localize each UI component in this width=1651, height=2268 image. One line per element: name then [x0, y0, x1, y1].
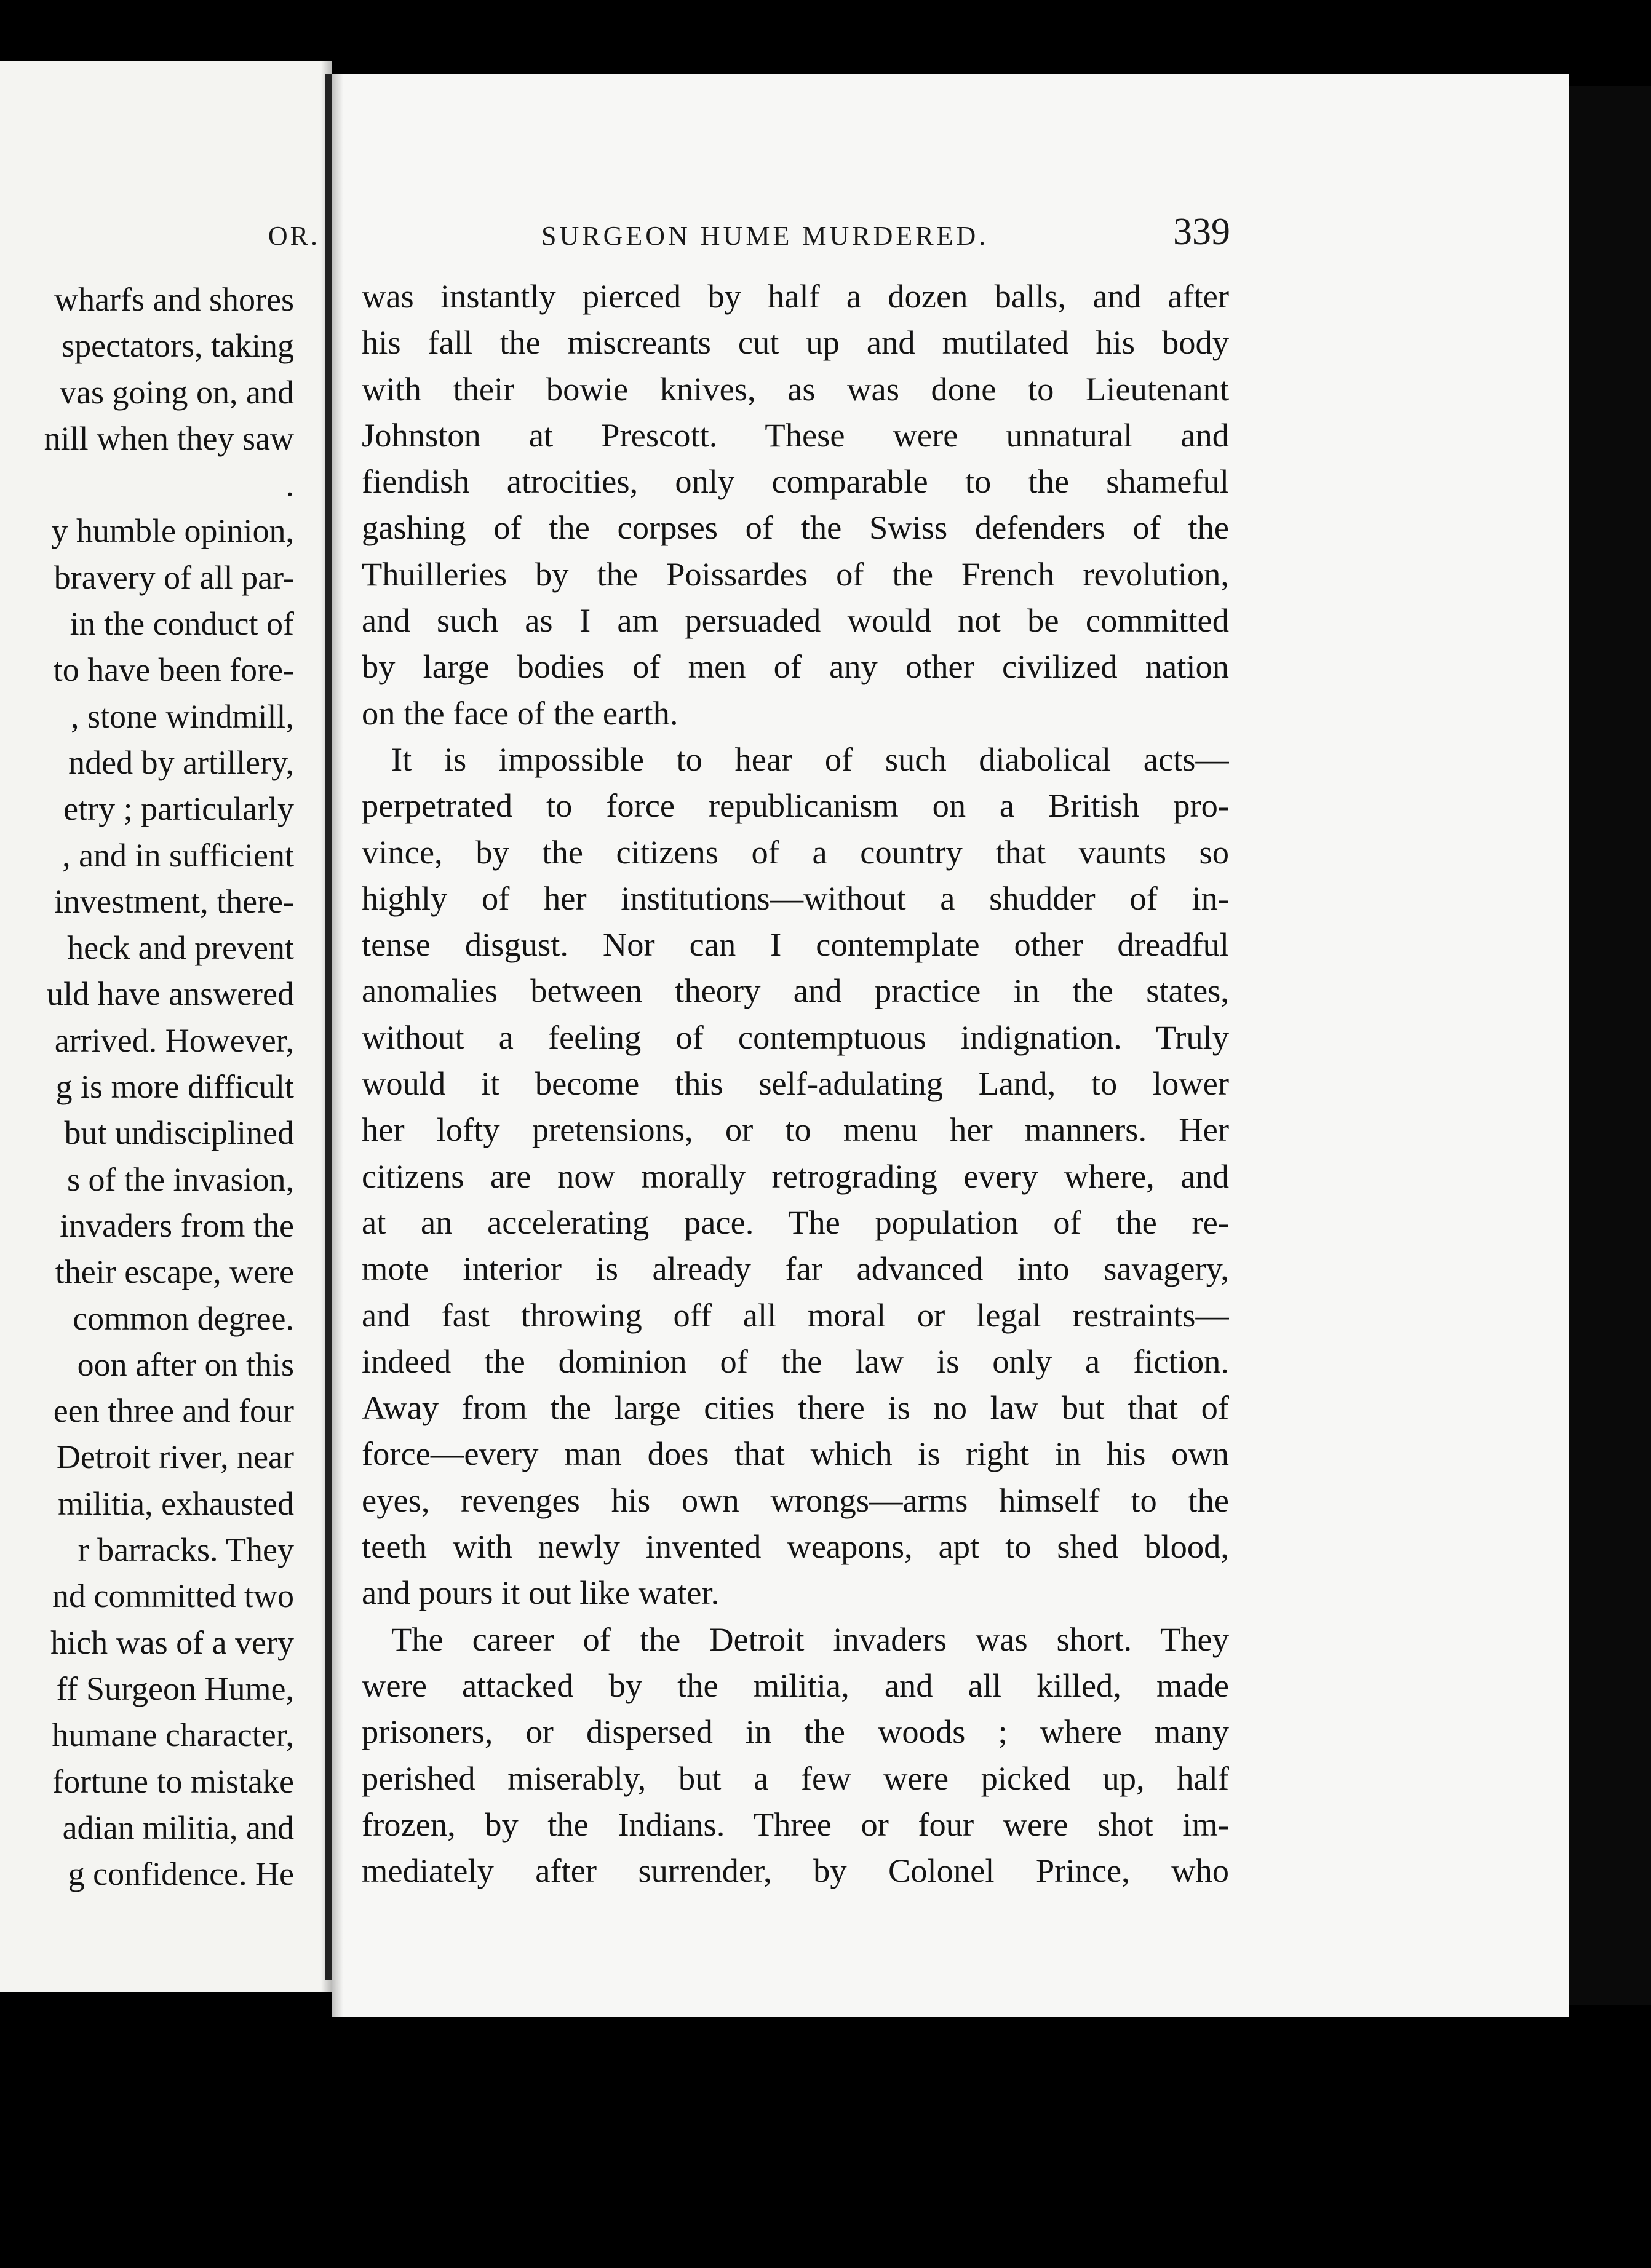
text-line: , stone windmill,	[71, 697, 294, 735]
text-line: mote interior is already far advanced into savagery,	[362, 1250, 1229, 1288]
text-line: Johnston at Prescott. These were unnatural and	[362, 416, 1229, 454]
text-line: r barracks. They	[78, 1531, 294, 1569]
text-line: their escape, were	[55, 1253, 294, 1291]
text-line: was instantly pierced by half a dozen balls, and after	[362, 277, 1229, 315]
left-running-head: OR.	[268, 221, 320, 251]
text-line: citizens are now morally retrograding every where, and	[362, 1157, 1229, 1195]
text-line: uld have answered	[47, 975, 294, 1013]
text-line: .	[285, 466, 294, 504]
text-line: oon after on this	[77, 1346, 294, 1383]
text-line: een three and four	[53, 1392, 294, 1430]
text-line: arrived. However,	[54, 1021, 294, 1059]
text-line: force—every man does that which is right in his own	[362, 1435, 1229, 1473]
text-line: g is more difficult	[55, 1068, 294, 1106]
text-line: The career of the Detroit invaders was short. They	[391, 1620, 1229, 1658]
text-line: perpetrated to force republicanism on a British pro-	[362, 787, 1229, 825]
scan-border-right	[1569, 86, 1651, 2005]
text-line: vince, by the citizens of a country that vaunts so	[362, 833, 1229, 871]
page-339	[332, 74, 1569, 2017]
text-line: etry ; particularly	[63, 790, 294, 828]
text-line: to have been fore-	[53, 651, 294, 689]
text-line: bravery of all par-	[54, 558, 294, 596]
text-line: without a feeling of contemptuous indignation. Truly	[362, 1018, 1229, 1056]
text-line: g confidence. He	[68, 1855, 294, 1893]
text-line: at an accelerating pace. The population of the re-	[362, 1203, 1229, 1241]
running-head: SURGEON HUME MURDERED.	[541, 221, 989, 251]
text-line: eyes, revenges his own wrongs—arms himself to the	[362, 1481, 1229, 1519]
text-line: in the conduct of	[70, 605, 294, 643]
text-line: and pours it out like water.	[362, 1574, 720, 1612]
text-line: It is impossible to hear of such diabolical acts—	[391, 740, 1229, 778]
gutter-shadow-right	[332, 74, 343, 2017]
text-line: Away from the large cities there is no law but that of	[362, 1389, 1229, 1427]
text-line: and such as I am persuaded would not be committed	[362, 601, 1229, 640]
text-line: spectators, taking	[62, 327, 294, 365]
text-line: nd committed two	[52, 1577, 294, 1615]
text-line: investment, there-	[54, 882, 294, 920]
text-line: with their bowie knives, as was done to Lieutenant	[362, 370, 1229, 408]
text-line: prisoners, or dispersed in the woods ; where many	[362, 1713, 1229, 1751]
text-line: perished miserably, but a few were picked up, half	[362, 1759, 1229, 1797]
text-line: vas going on, and	[60, 373, 294, 411]
text-line: but undisciplined	[64, 1114, 294, 1152]
text-line: highly of her institutions—without a shudder of in-	[362, 879, 1229, 917]
text-line: hich was of a very	[50, 1624, 294, 1661]
text-line: Thuilleries by the Poissardes of the French revolution,	[362, 555, 1229, 593]
text-line: humane character,	[52, 1716, 294, 1754]
text-line: fiendish atrocities, only comparable to the shameful	[362, 462, 1229, 501]
text-line: wharfs and shores	[54, 281, 294, 318]
left-page-text	[0, 277, 294, 1897]
text-line: indeed the dominion of the law is only a fiction.	[362, 1342, 1229, 1380]
text-line: s of the invasion,	[67, 1160, 294, 1198]
text-line: anomalies between theory and practice in the states,	[362, 972, 1229, 1010]
text-line: invaders from the	[60, 1207, 294, 1244]
text-line: gashing of the corpses of the Swiss defenders of the	[362, 509, 1229, 547]
body-text	[362, 273, 1229, 1893]
text-line: his fall the miscreants cut up and mutilated his body	[362, 323, 1229, 362]
text-line: teeth with newly invented weapons, apt to shed blood,	[362, 1528, 1229, 1566]
text-line: by large bodies of men of any other civilized nation	[362, 648, 1229, 686]
text-line: nill when they saw	[44, 419, 294, 457]
text-line: fortune to mistake	[52, 1762, 294, 1800]
text-line: her lofty pretensions, or to menu her manners. Her	[362, 1111, 1229, 1149]
text-line: tense disgust. Nor can I contemplate other dreadful	[362, 926, 1229, 964]
text-line: common degree.	[73, 1299, 294, 1337]
text-line: Detroit river, near	[56, 1438, 294, 1476]
text-line: were attacked by the militia, and all killed, made	[362, 1666, 1229, 1704]
text-line: on the face of the earth.	[362, 694, 678, 732]
text-line: heck and prevent	[67, 929, 294, 967]
page-number: 339	[1173, 211, 1230, 253]
text-line: militia, exhausted	[58, 1485, 294, 1522]
text-line: , and in sufficient	[62, 836, 294, 874]
facing-page-left	[0, 61, 332, 1992]
text-line: and fast throwing off all moral or legal restraints—	[362, 1296, 1229, 1334]
text-line: adian militia, and	[62, 1809, 294, 1846]
text-line: nded by artillery,	[68, 743, 294, 781]
text-line: ff Surgeon Hume,	[56, 1670, 294, 1707]
text-line: y humble opinion,	[51, 512, 294, 550]
text-line: frozen, by the Indians. Three or four were shot im-	[362, 1805, 1229, 1843]
text-line: would it become this self-adulating Land, to lower	[362, 1065, 1229, 1103]
text-line: mediately after surrender, by Colonel Prince, who	[362, 1852, 1229, 1890]
